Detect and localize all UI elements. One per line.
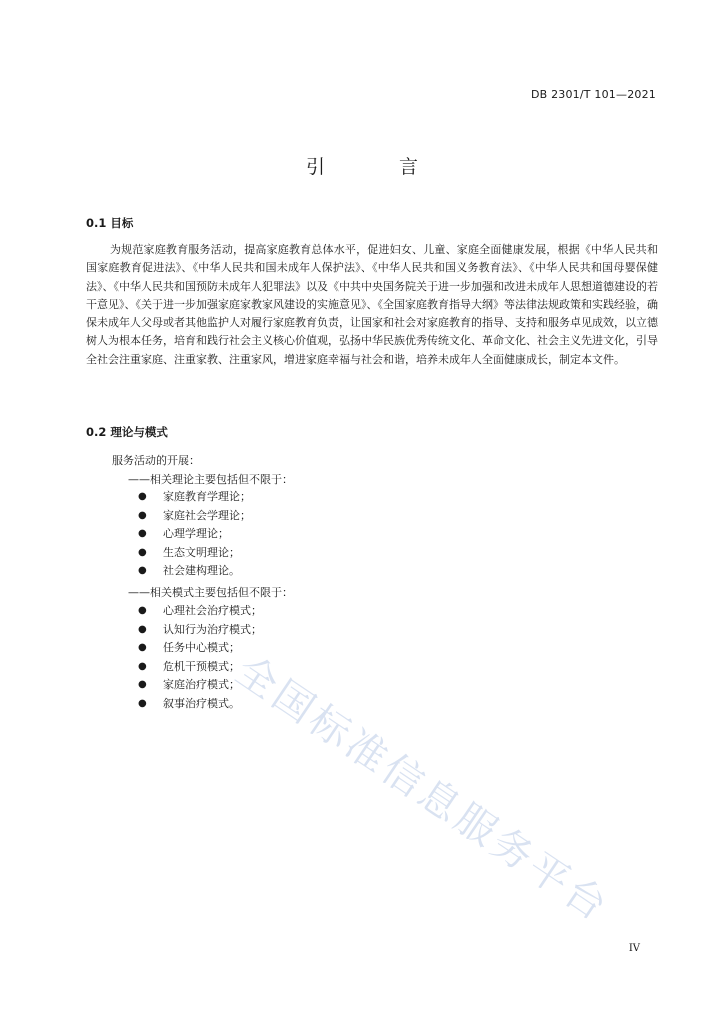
section-heading-theory: 0.2 理论与模式: [86, 425, 168, 439]
bullet-icon: ●: [138, 642, 147, 654]
bullet-icon: ●: [138, 546, 147, 558]
bullet-icon: ●: [138, 565, 147, 577]
bullet-icon: ●: [138, 679, 147, 691]
bullet-icon: ●: [138, 509, 147, 521]
watermark: 全国标准信息服务平台: [227, 647, 618, 932]
bullet-icon: ●: [138, 660, 147, 672]
service-intro: 服务活动的开展：: [112, 454, 200, 467]
goal-paragraph: 为规范家庭教育服务活动，提高家庭教育总体水平，促进妇女、儿童、家庭全面健康发展，根据《中华人民共和国家庭教育促进法》、《中华人民共和国未成年人保护法》、《中华人民共和国义务教育法》、《中华人民共和国母婴保健法》、《中华人民共和国预防未成年人犯罪法》以及《中共中央国务院关于进一步加强和改进未成年人思想道德建设的若干意见》、《关于进一步加强家庭家教家风建设的实施意见》、《全国家庭教育指导大纲》等法律法规政策和实践经验，确保未成年人父母或者其他监护人对履行家庭教育负责，让国家和社会对家庭教育的指导、支持和服务卓见成效，以立德树人为根本任务，培育和践行社会主义核心价值观，弘扬中华民族优秀传统文化、革命文化、社会主义先进文化，引导全社会注重家庭、注重家教、注重家风，增进家庭幸福与社会和谐，培养未成年人全面健康成长，制定本文件。: [86, 243, 658, 366]
bullet-icon: ●: [138, 528, 147, 540]
bullet-icon: ●: [138, 697, 147, 709]
bullet-icon: ●: [138, 605, 147, 616]
bullet-icon: ●: [138, 623, 147, 635]
standard-code: DB 2301/T 101—2021: [530, 88, 656, 101]
page-number: IV: [628, 943, 640, 954]
section-heading-goal: 0.1 目标: [86, 216, 134, 230]
mode-lead: ——相关模式主要包括但不限于：: [128, 586, 293, 599]
bullet-icon: ●: [138, 491, 147, 502]
theory-lead: ——相关理论主要包括但不限于：: [128, 473, 293, 486]
page-title: 引 言: [305, 156, 453, 178]
